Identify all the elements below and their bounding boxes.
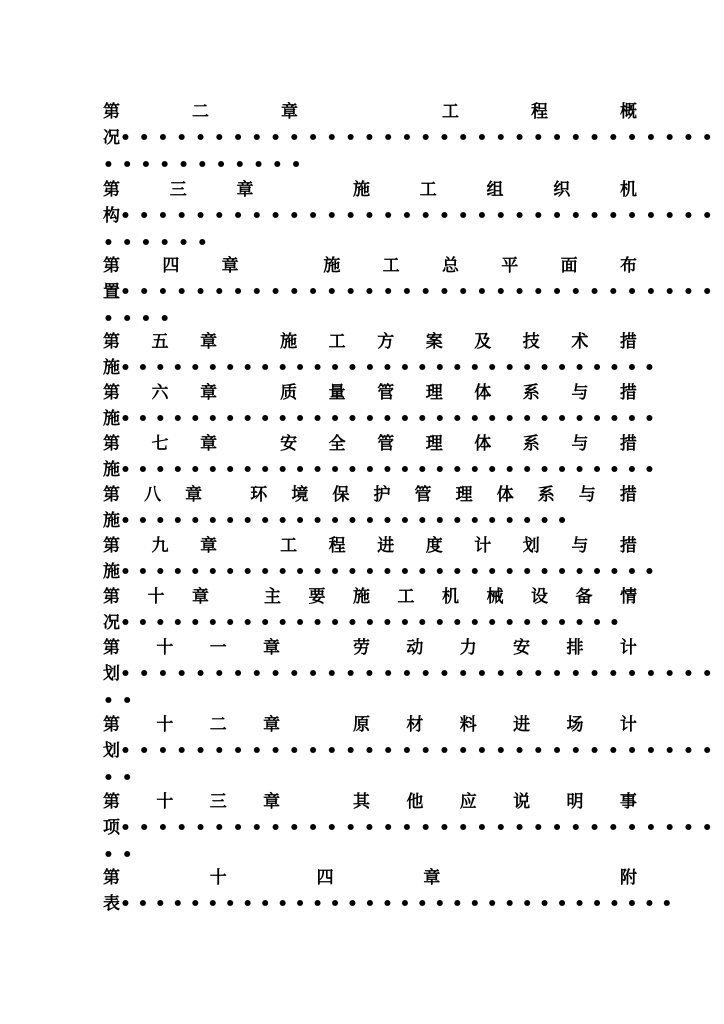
- heading-char: 章: [281, 102, 298, 122]
- toc-leader-line: [103, 611, 637, 635]
- toc-heading-line: [103, 534, 637, 558]
- toc-heading-line: [103, 713, 637, 737]
- heading-last-char: 施: [103, 409, 120, 429]
- heading-char: 理: [455, 485, 473, 505]
- heading-char: 与: [571, 536, 589, 556]
- toc-heading-line: [103, 636, 637, 660]
- heading-last-char: 置: [103, 282, 120, 302]
- heading-last-char: 项: [103, 818, 120, 838]
- toc-entry-ch5[interactable]: [103, 330, 662, 380]
- toc-entry-ch4[interactable]: [103, 254, 721, 330]
- heading-char: 十: [147, 587, 165, 607]
- heading-char: 质: [280, 383, 298, 403]
- toc-leader-line: [103, 892, 679, 916]
- heading-char: 十: [156, 715, 174, 735]
- heading-char: 原: [352, 715, 370, 735]
- heading-char: 理: [425, 434, 443, 454]
- heading-char: 六: [151, 383, 169, 403]
- heading-char: 工: [280, 536, 298, 556]
- heading-char: 机: [620, 180, 637, 200]
- toc-heading-line: [103, 330, 637, 354]
- toc-leader-line: [103, 356, 662, 380]
- toc-leader-line: [103, 126, 721, 150]
- heading-char: 章: [200, 332, 218, 352]
- heading-char: 排: [566, 638, 584, 658]
- heading-last-char: 况: [103, 128, 120, 148]
- heading-char: 程: [531, 102, 548, 122]
- heading-char: 劳: [352, 638, 370, 658]
- heading-char: 第: [103, 715, 120, 735]
- heading-char: 概: [620, 102, 637, 122]
- heading-char: 第: [103, 638, 120, 658]
- heading-char: 境: [291, 485, 309, 505]
- toc-leader-line: [103, 662, 721, 686]
- heading-char: 章: [221, 256, 239, 276]
- dot-leader: •••••••••••••••••••••••••••••••: [120, 460, 662, 480]
- dot-leader: ••••••••••••••••••••••••••••••••: [120, 128, 721, 148]
- heading-char: 体: [474, 383, 492, 403]
- toc-heading-line: [103, 178, 637, 202]
- heading-char: 措: [619, 332, 637, 352]
- dot-leader: ••••••••••••••••••••••••••••••••: [120, 894, 679, 914]
- heading-char: 三: [169, 180, 187, 200]
- heading-char: 他: [406, 792, 424, 812]
- heading-last-char: 施: [103, 562, 120, 582]
- heading-char: 工: [382, 256, 400, 276]
- heading-char: 布: [619, 256, 637, 276]
- heading-char: 施: [353, 180, 370, 200]
- heading-char: 第: [103, 256, 120, 276]
- heading-char: 第: [103, 102, 120, 122]
- heading-char: 体: [474, 434, 492, 454]
- dot-leader: •••••••••••••••••••••••••••••••: [120, 409, 662, 429]
- heading-char: 章: [192, 587, 209, 607]
- heading-char: 及: [474, 332, 492, 352]
- heading-char: 三: [209, 792, 227, 812]
- dot-leader: ••••••••••••••••••••••••••: [120, 511, 575, 531]
- toc-heading-line: [103, 790, 637, 814]
- heading-char: 措: [619, 383, 637, 403]
- heading-char: 管: [377, 434, 395, 454]
- heading-char: 体: [496, 485, 514, 505]
- heading-last-char: 施: [103, 511, 120, 531]
- heading-char: 理: [425, 383, 443, 403]
- heading-char: 动: [406, 638, 424, 658]
- toc-leader-line: [103, 407, 662, 431]
- heading-char: 管: [414, 485, 432, 505]
- heading-last-char: 构: [103, 206, 120, 226]
- toc-leader-line: [103, 509, 637, 533]
- toc-leader-line: [103, 458, 662, 482]
- heading-char: 章: [200, 383, 218, 403]
- heading-char: 计: [619, 715, 637, 735]
- heading-char: 护: [373, 485, 391, 505]
- heading-char: 一: [209, 638, 227, 658]
- toc-leader-line: [103, 204, 721, 228]
- heading-char: 应: [459, 792, 477, 812]
- heading-char: 施: [323, 256, 341, 276]
- heading-char: 进: [513, 715, 531, 735]
- heading-char: 划: [522, 536, 540, 556]
- heading-char: 与: [578, 485, 596, 505]
- heading-char: 十: [209, 868, 227, 888]
- toc-entry-ch8[interactable]: [103, 483, 637, 533]
- heading-last-char: 表: [103, 894, 120, 914]
- dot-leader-continuation: ••: [103, 845, 141, 865]
- heading-char: 第: [103, 383, 120, 403]
- heading-char: 织: [553, 180, 571, 200]
- heading-char: 方: [377, 332, 395, 352]
- heading-char: 术: [571, 332, 589, 352]
- toc-leader-line: [103, 816, 721, 840]
- dot-leader: •••••••••••••••••••••••••••••: [120, 613, 627, 633]
- heading-last-char: 划: [103, 664, 120, 684]
- heading-char: 情: [620, 587, 637, 607]
- heading-char: 二: [192, 102, 209, 122]
- heading-char: 施: [280, 332, 298, 352]
- heading-char: 料: [459, 715, 477, 735]
- heading-char: 第: [103, 587, 120, 607]
- toc-entry-ch3[interactable]: [103, 178, 721, 254]
- toc-entry-ch10[interactable]: [103, 585, 637, 635]
- heading-char: 案: [425, 332, 443, 352]
- heading-char: 章: [236, 180, 254, 200]
- toc-entry-ch7[interactable]: [103, 432, 662, 482]
- heading-char: 第: [103, 868, 120, 888]
- heading-char: 设: [531, 587, 548, 607]
- heading-char: 面: [560, 256, 578, 276]
- heading-char: 十: [156, 638, 174, 658]
- toc-heading-line: [103, 432, 637, 456]
- heading-char: 章: [423, 868, 441, 888]
- toc-entry-ch9[interactable]: [103, 534, 662, 584]
- heading-char: 措: [619, 536, 637, 556]
- toc-heading-line: [103, 100, 637, 124]
- heading-char: 第: [103, 332, 120, 352]
- heading-char: 系: [522, 383, 540, 403]
- dot-leader: ••••••••••••••••••••••••••••••••: [120, 282, 721, 302]
- heading-char: 环: [250, 485, 268, 505]
- heading-char: 措: [619, 434, 637, 454]
- heading-last-char: 施: [103, 460, 120, 480]
- toc-entry-ch2[interactable]: [103, 100, 721, 176]
- heading-char: 系: [522, 434, 540, 454]
- heading-char: 系: [537, 485, 555, 505]
- heading-char: 其: [352, 792, 370, 812]
- heading-char: 章: [185, 485, 203, 505]
- heading-char: 安: [513, 638, 531, 658]
- heading-char: 全: [328, 434, 346, 454]
- heading-char: 工: [397, 587, 415, 607]
- heading-char: 四: [162, 256, 180, 276]
- heading-char: 材: [406, 715, 424, 735]
- toc-heading-line: [103, 483, 637, 507]
- heading-last-char: 况: [103, 613, 120, 633]
- heading-char: 十: [156, 792, 174, 812]
- heading-char: 四: [316, 868, 334, 888]
- heading-char: 场: [566, 715, 584, 735]
- heading-char: 械: [486, 587, 504, 607]
- heading-char: 总: [441, 256, 459, 276]
- dot-leader-continuation: •••••••••••: [103, 155, 310, 175]
- toc-heading-line: [103, 585, 637, 609]
- heading-char: 工: [419, 180, 437, 200]
- heading-char: 工: [442, 102, 459, 122]
- heading-char: 要: [308, 587, 326, 607]
- heading-char: 五: [151, 332, 169, 352]
- heading-char: 安: [280, 434, 298, 454]
- heading-char: 附: [619, 868, 637, 888]
- heading-last-char: 施: [103, 358, 120, 378]
- toc-entry-ch13[interactable]: [103, 790, 721, 866]
- heading-char: 备: [575, 587, 593, 607]
- heading-char: 技: [522, 332, 540, 352]
- dot-leader-continuation: ••: [103, 768, 141, 788]
- toc-leader-line: [103, 739, 721, 763]
- dot-leader-continuation: ••••: [103, 309, 179, 329]
- heading-char: 施: [353, 587, 370, 607]
- heading-char: 章: [263, 715, 281, 735]
- heading-char: 管: [377, 383, 395, 403]
- heading-char: 章: [263, 792, 281, 812]
- heading-char: 组: [486, 180, 504, 200]
- heading-char: 与: [571, 434, 589, 454]
- toc-heading-line: [103, 254, 637, 278]
- heading-char: 第: [103, 536, 120, 556]
- heading-char: 进: [377, 536, 395, 556]
- heading-char: 八: [144, 485, 162, 505]
- heading-char: 机: [442, 587, 459, 607]
- heading-char: 说: [513, 792, 531, 812]
- toc-entry-ch12[interactable]: [103, 713, 721, 789]
- heading-char: 九: [151, 536, 169, 556]
- dot-leader-continuation: ••••••: [103, 233, 216, 253]
- dot-leader: ••••••••••••••••••••••••••••••••: [120, 741, 721, 761]
- toc-leader-line: [103, 560, 662, 584]
- heading-char: 第: [103, 792, 120, 812]
- heading-char: 章: [200, 434, 218, 454]
- heading-char: 度: [425, 536, 443, 556]
- toc-entry-ch11[interactable]: [103, 636, 721, 712]
- heading-char: 事: [619, 792, 637, 812]
- heading-char: 力: [459, 638, 477, 658]
- toc-heading-line: [103, 381, 637, 405]
- toc-entry-ch14[interactable]: [103, 866, 679, 916]
- heading-char: 第: [103, 434, 120, 454]
- dot-leader: ••••••••••••••••••••••••••••••••: [120, 818, 721, 838]
- heading-char: 明: [566, 792, 584, 812]
- dot-leader: •••••••••••••••••••••••••••••••: [120, 358, 662, 378]
- heading-char: 第: [103, 485, 120, 505]
- heading-char: 保: [332, 485, 350, 505]
- dot-leader-continuation: ••: [103, 691, 141, 711]
- heading-char: 与: [571, 383, 589, 403]
- heading-char: 主: [264, 587, 281, 607]
- heading-char: 程: [328, 536, 346, 556]
- heading-char: 工: [328, 332, 346, 352]
- toc-entry-ch6[interactable]: [103, 381, 662, 431]
- heading-char: 第: [103, 180, 120, 200]
- heading-char: 章: [200, 536, 218, 556]
- heading-last-char: 划: [103, 741, 120, 761]
- heading-char: 措: [619, 485, 637, 505]
- dot-leader: ••••••••••••••••••••••••••••••••: [120, 206, 721, 226]
- heading-char: 平: [501, 256, 519, 276]
- toc-heading-line: [103, 866, 637, 890]
- heading-char: 章: [263, 638, 281, 658]
- heading-char: 七: [151, 434, 169, 454]
- heading-char: 计: [474, 536, 492, 556]
- heading-char: 量: [328, 383, 346, 403]
- heading-char: 计: [619, 638, 637, 658]
- toc-leader-line: [103, 280, 721, 304]
- dot-leader: ••••••••••••••••••••••••••••••••: [120, 664, 721, 684]
- dot-leader: •••••••••••••••••••••••••••••••: [120, 562, 662, 582]
- heading-char: 二: [209, 715, 227, 735]
